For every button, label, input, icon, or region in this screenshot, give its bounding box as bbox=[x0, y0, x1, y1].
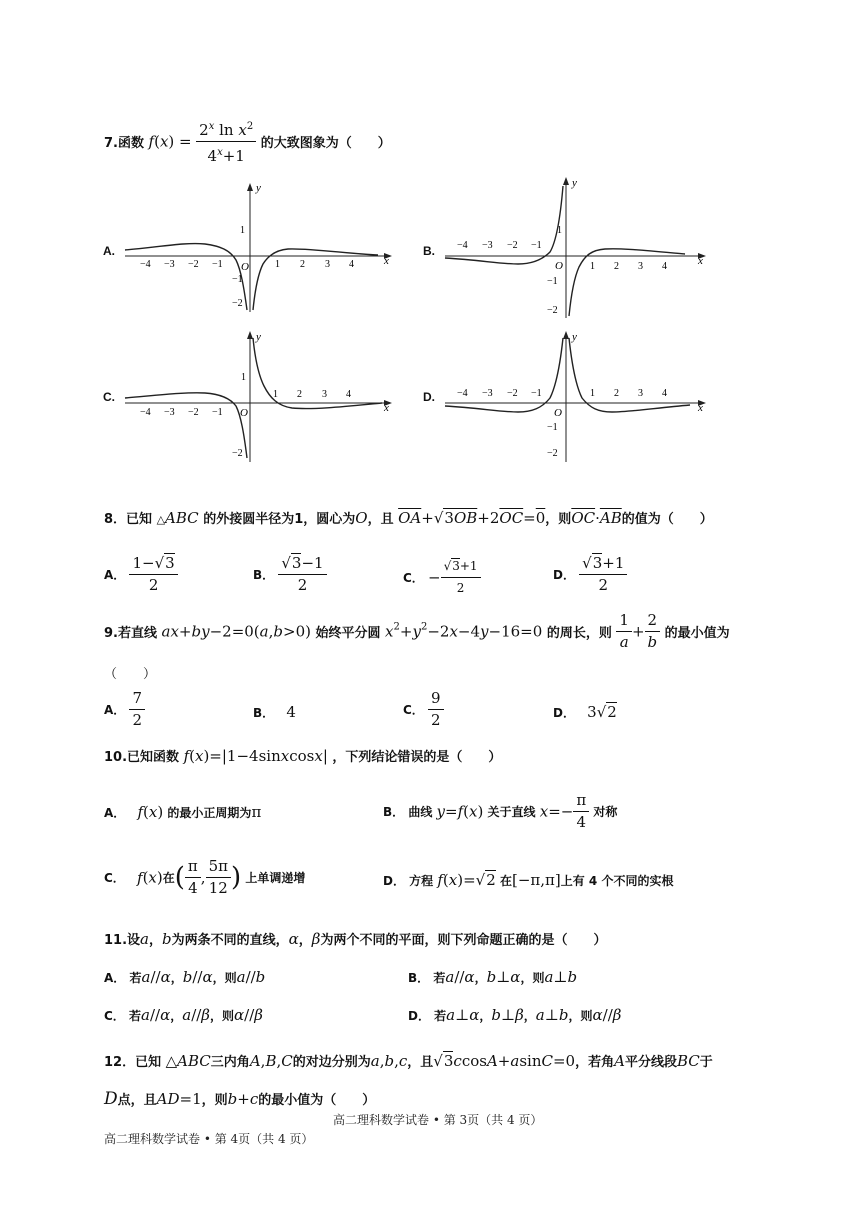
x-tick: −2 bbox=[507, 240, 518, 251]
x-axis-label: x bbox=[384, 255, 389, 267]
origin-label: O bbox=[241, 261, 249, 273]
y-tick: −1 bbox=[547, 422, 558, 433]
q11-option-b[interactable]: B． 若a//α，b⊥α，则a⊥b bbox=[408, 968, 578, 986]
q9-option-b[interactable] bbox=[253, 703, 296, 721]
q11-prefix: 11.设 bbox=[104, 933, 141, 948]
x-tick: −1 bbox=[531, 240, 542, 251]
page-footer-3: 高二理科数学试卷 • 第 3页（共 4 页） bbox=[333, 1113, 543, 1127]
q10-option-c-in: 在 bbox=[162, 871, 175, 885]
x-axis-label: x bbox=[384, 402, 389, 414]
q10-option-a[interactable]: A． f(x) 的最小正周期为π bbox=[104, 803, 262, 821]
y-axis-label: y bbox=[572, 331, 577, 343]
x-tick: 2 bbox=[300, 259, 305, 270]
x-tick: −4 bbox=[140, 407, 151, 418]
y-tick: 1 bbox=[240, 225, 245, 236]
x-axis-label: x bbox=[698, 402, 703, 414]
option-label: D． bbox=[553, 706, 575, 720]
x-tick: −3 bbox=[482, 388, 493, 399]
question-11: 11.设a，b为两条不同的直线，α，β为两个不同的平面，则下列命题正确的是（ ） bbox=[104, 930, 607, 948]
option-label: A． bbox=[104, 971, 126, 985]
x-tick: −4 bbox=[457, 240, 468, 251]
question-8: 8．已知 △ABC 的外接圆半径为1，圆心为O，且 $\overline{OA}+√3\overline{OB}+2\overline{OC}=0$，则$\overline{OC}\cdot\overline{AB}$的值为（ ） bbox=[104, 509, 713, 527]
origin-label: O bbox=[555, 260, 563, 272]
q10-option-d-in: 在 bbox=[499, 874, 512, 888]
q8-text1: 的外接圆半径为1，圆心为 bbox=[203, 512, 356, 527]
option-label: C． bbox=[104, 871, 125, 885]
y-axis-label: y bbox=[572, 177, 577, 189]
q7-function: f bbox=[148, 132, 155, 151]
q12-line2a: 点，且 bbox=[117, 1093, 157, 1108]
q8-option-a[interactable]: A． $\frac{1-√3}{2}$ bbox=[104, 555, 178, 594]
x-tick: −1 bbox=[212, 407, 223, 418]
x-tick: −3 bbox=[164, 407, 175, 418]
q12-text5: 平分线段 bbox=[624, 1055, 677, 1070]
curve-a-left bbox=[125, 244, 247, 310]
q7-graph-a bbox=[120, 178, 400, 316]
curve-b-left bbox=[445, 186, 563, 264]
x-tick: 4 bbox=[662, 261, 667, 272]
q9-text2: 的周长，则 bbox=[546, 626, 612, 641]
x-tick: −1 bbox=[531, 388, 542, 399]
q11-option-a[interactable]: A． 若a//α，b//α，则a//b bbox=[104, 968, 266, 986]
q9-option-c[interactable]: C． $\frac{9}{2}$ bbox=[403, 690, 444, 729]
q7-option-b-label: B. bbox=[423, 244, 435, 258]
q12-prefix: 12．已知 bbox=[104, 1055, 162, 1070]
y-tick: −1 bbox=[547, 276, 558, 287]
y-tick: −2 bbox=[547, 448, 558, 459]
q12-text6: 于 bbox=[699, 1055, 713, 1070]
x-tick: −2 bbox=[507, 388, 518, 399]
q11-t3: 为两个不同的平面，则下列命题正确的是（ ） bbox=[320, 933, 607, 948]
x-tick: 4 bbox=[349, 259, 354, 270]
question-12-line2: D点，且AD=1，则b+c的最小值为（ ） bbox=[104, 1089, 376, 1109]
q9-prefix: 9.若直线 bbox=[104, 626, 157, 641]
y-axis-label: y bbox=[256, 182, 261, 194]
x-tick: 3 bbox=[638, 261, 643, 272]
q7-option-d-label: D. bbox=[423, 390, 435, 404]
q10-option-c-text: 上单调递增 bbox=[245, 871, 306, 885]
x-tick: −3 bbox=[482, 240, 493, 251]
y-tick: 1 bbox=[241, 372, 246, 383]
q12-text3: ，且 bbox=[407, 1055, 434, 1070]
q11-t2: 为两条不同的直线， bbox=[171, 933, 289, 948]
q10-option-a-text: 的最小正周期为 bbox=[167, 806, 252, 820]
q12-text4: ，若角 bbox=[575, 1055, 615, 1070]
x-tick: 1 bbox=[275, 259, 280, 270]
q10-option-c[interactable]: C． f(x)在( $\frac{\pi}{4}$ , $\frac{5\pi}{12}$ ) 上单调递增 bbox=[104, 857, 306, 897]
x-tick: 1 bbox=[590, 261, 595, 272]
q10-option-d-text1: 方程 bbox=[409, 874, 434, 888]
q10-option-b-text2: 关于直线 bbox=[487, 805, 536, 819]
option-label: D． bbox=[408, 1009, 430, 1023]
q11-option-c[interactable]: C． 若a//α，a//β，则α//β bbox=[104, 1006, 263, 1024]
curve-a-right bbox=[253, 249, 378, 310]
q7-option-c-label: C. bbox=[103, 390, 115, 404]
q9-option-d[interactable]: D． 3√2 bbox=[553, 703, 617, 721]
q8-suffix: 的值为（ ） bbox=[621, 512, 713, 527]
q12-line2c: 的最小值为（ ） bbox=[258, 1093, 376, 1108]
q10-suffix: ，下列结论错误的是（ ） bbox=[332, 750, 502, 765]
curve-d-left bbox=[445, 338, 563, 412]
q12-text2: 的对边分别为 bbox=[292, 1055, 371, 1070]
q8-text2: ，且 bbox=[367, 512, 394, 527]
option-label: B． bbox=[253, 568, 275, 582]
origin-label: O bbox=[240, 407, 248, 419]
x-tick: 1 bbox=[273, 389, 278, 400]
curve-c-right bbox=[253, 338, 382, 409]
option-label: D． bbox=[383, 874, 405, 888]
x-tick: −3 bbox=[164, 259, 175, 270]
q10-option-b[interactable]: B． 曲线 y=f(x) 关于直线 x=− $\frac{\pi}{4}$ 对称 bbox=[383, 791, 618, 831]
x-tick: 3 bbox=[638, 388, 643, 399]
option-label: A． bbox=[104, 568, 126, 582]
page-footer-4: 高二理科数学试卷 • 第 4页（共 4 页） bbox=[104, 1132, 314, 1146]
option-label: C． bbox=[104, 1009, 125, 1023]
q12-text1: 三内角 bbox=[210, 1055, 250, 1070]
option-label: A． bbox=[104, 703, 126, 717]
question-7: 7.函数 f(x) = $\frac{2^x \ln x^2}{4^x+1}$ 的大致图象为（ ） bbox=[104, 118, 391, 165]
q7-prefix: 7.函数 bbox=[104, 136, 144, 151]
option-label: D． bbox=[553, 568, 575, 582]
q10-option-b-text1: 曲线 bbox=[408, 805, 433, 819]
y-tick: 1 bbox=[557, 225, 562, 236]
x-tick: 2 bbox=[614, 261, 619, 272]
question-10: 10.已知函数 f(x)=|1−4sinxcosx| ，下列结论错误的是（ ） bbox=[104, 747, 502, 765]
q8-option-c[interactable]: C． − $\frac{√3+1}{2}$ bbox=[403, 558, 481, 597]
x-tick: 2 bbox=[614, 388, 619, 399]
q8-option-d[interactable]: D． $\frac{√3+1}{2}$ bbox=[553, 555, 627, 594]
x-tick: 4 bbox=[662, 388, 667, 399]
q7-graph-c bbox=[120, 326, 400, 466]
q9-text1: 始终平分圆 bbox=[315, 626, 381, 641]
option-label: B． bbox=[408, 971, 430, 985]
q7-graph-b bbox=[440, 172, 715, 322]
question-9: 9.若直线 ax+by−2=0(a,b>0) 始终平分圆 $x^2+y^2-2x-4y-16=0$ 的周长，则 $\frac{1}{a}$ + $\frac{2}{b}$ 的最小值为 bbox=[104, 611, 730, 651]
q11-t1: ， bbox=[148, 933, 162, 948]
y-tick: −2 bbox=[232, 448, 243, 459]
q7-option-a-label: A. bbox=[103, 244, 115, 258]
option-label: B． bbox=[253, 706, 275, 720]
y-axis-label: y bbox=[256, 331, 261, 343]
x-tick: 3 bbox=[325, 259, 330, 270]
option-label: C． bbox=[403, 571, 424, 585]
curve-b-right bbox=[569, 249, 685, 316]
x-tick: 4 bbox=[346, 389, 351, 400]
option-label: B． bbox=[383, 805, 405, 819]
q8-prefix: 8．已知 bbox=[104, 512, 153, 527]
question-12: 12．已知 △ABC三内角A,B,C的对边分别为a,b,c，且√3ccosA+asinC=0，若角A平分线段BC于 bbox=[104, 1052, 713, 1070]
x-axis-label: x bbox=[698, 255, 703, 267]
q9-paren: （ ） bbox=[104, 667, 157, 682]
q10-option-b-text3: 对称 bbox=[593, 805, 618, 819]
q7-suffix: 的大致图象为（ ） bbox=[260, 136, 391, 151]
q7-fraction: $\frac{2^x \ln x^2}{4^x+1}$ bbox=[196, 118, 256, 165]
option-label: C． bbox=[403, 703, 424, 717]
curve-d-right bbox=[569, 338, 690, 412]
q9-suffix: 的最小值为 bbox=[664, 626, 730, 641]
x-tick: 2 bbox=[297, 389, 302, 400]
option-label: A． bbox=[104, 806, 126, 820]
q8-text3: ，则 bbox=[545, 512, 572, 527]
x-tick: 1 bbox=[590, 388, 595, 399]
x-tick: 3 bbox=[322, 389, 327, 400]
q11-option-d[interactable]: D． 若a⊥α，b⊥β，a⊥b，则α//β bbox=[408, 1006, 622, 1024]
q8-option-b[interactable]: B． $\frac{√3-1}{2}$ bbox=[253, 555, 327, 594]
x-tick: −4 bbox=[140, 259, 151, 270]
q12-line2b: ，则 bbox=[201, 1093, 228, 1108]
q10-option-d[interactable]: D． 方程 f(x)=√2 在[−π,π]上有 4 个不同的实根 bbox=[383, 871, 674, 889]
q9-option-a[interactable]: A． $\frac{7}{2}$ bbox=[104, 690, 145, 729]
y-tick: −2 bbox=[232, 298, 243, 309]
y-tick: −2 bbox=[547, 305, 558, 316]
x-tick: −2 bbox=[188, 407, 199, 418]
q7-graph-d bbox=[440, 326, 715, 466]
x-tick: −4 bbox=[457, 388, 468, 399]
y-tick: −1 bbox=[232, 274, 243, 285]
x-tick: −1 bbox=[212, 259, 223, 270]
origin-label: O bbox=[554, 407, 562, 419]
x-tick: −2 bbox=[188, 259, 199, 270]
q10-prefix: 10.已知函数 bbox=[104, 750, 180, 765]
q10-option-d-text2: 上有 4 个不同的实根 bbox=[560, 874, 674, 888]
q9-option-b-value: 4 bbox=[286, 703, 296, 721]
